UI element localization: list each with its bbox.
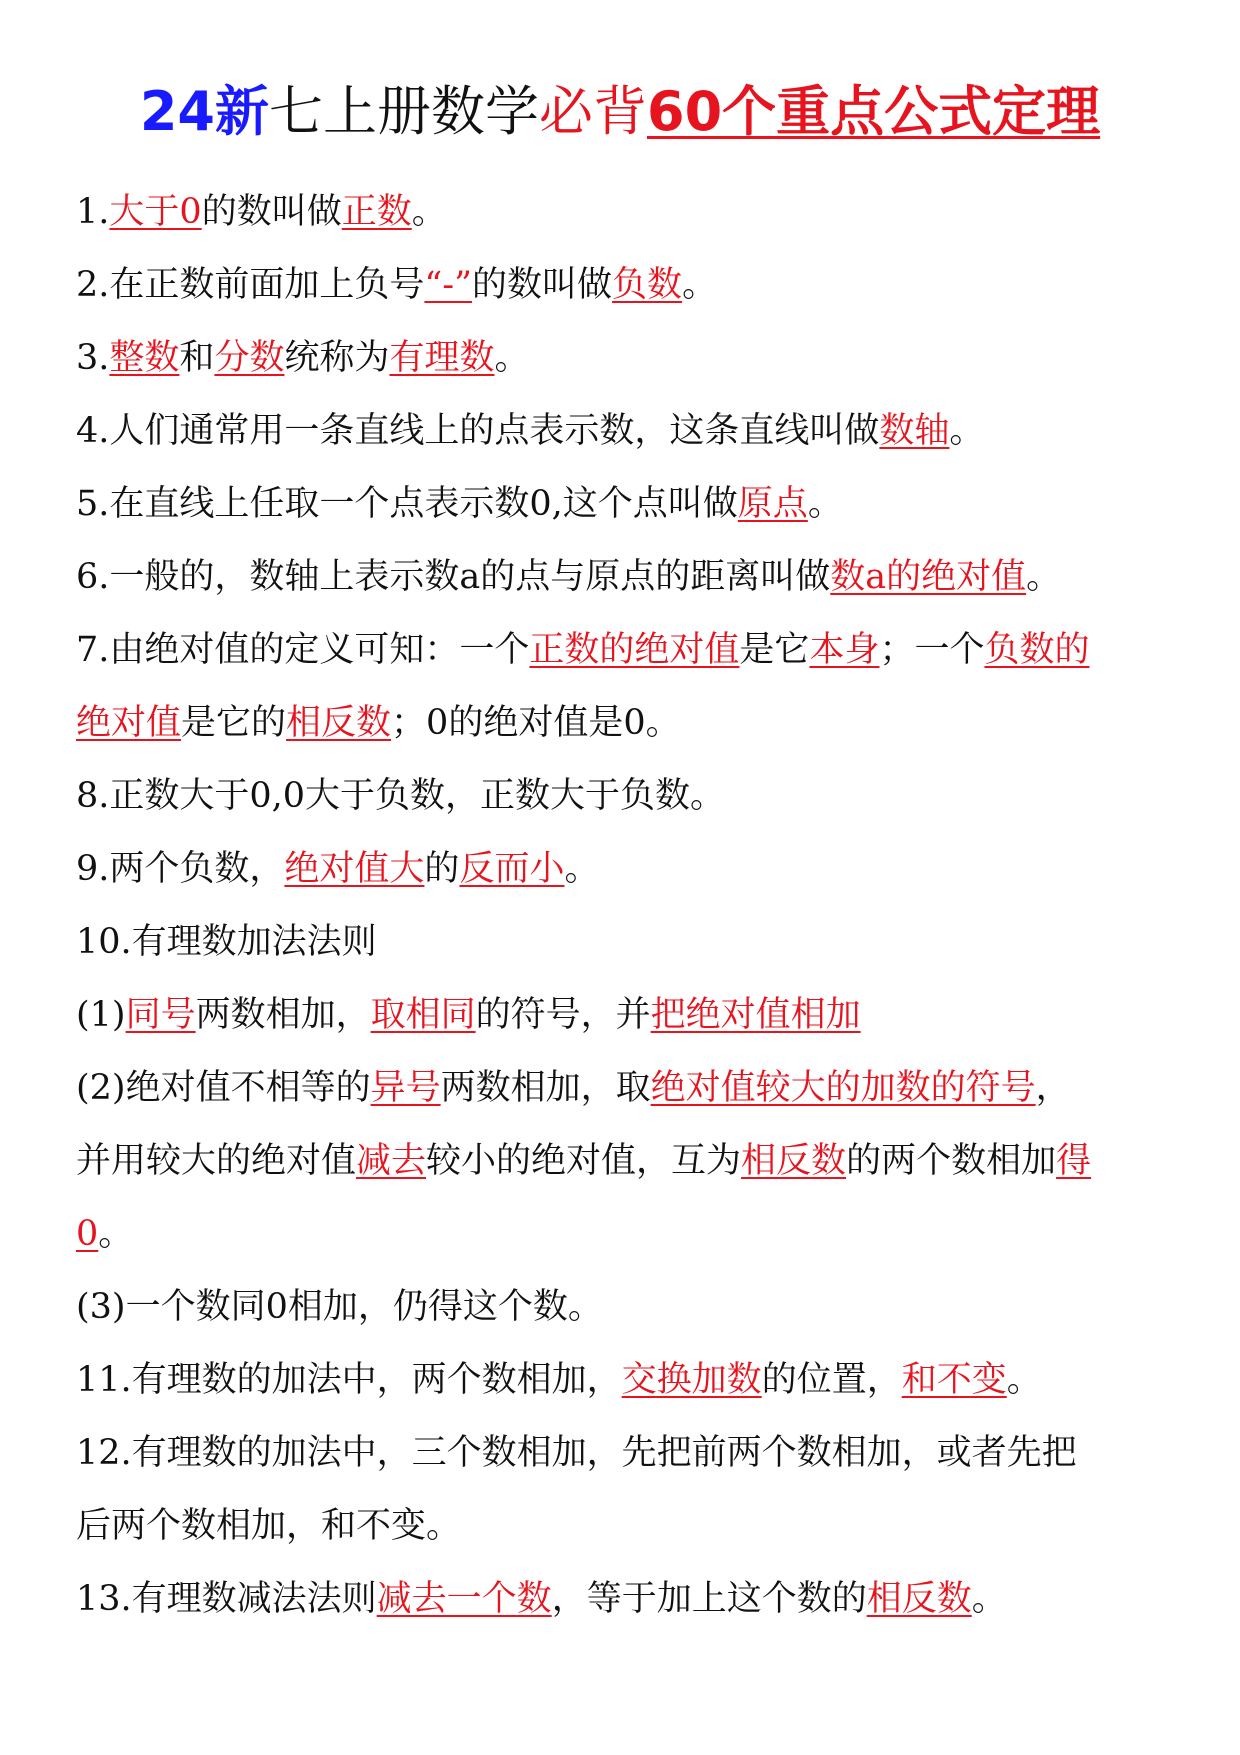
- key-term: 本身: [809, 630, 880, 670]
- line-text: 9.两个负数，: [76, 849, 285, 889]
- line-text: ；0的绝对值是0。: [391, 703, 681, 743]
- line-text: ，等于加上这个数的: [551, 1579, 867, 1619]
- line-text: 后两个数相加，和不变。: [76, 1506, 462, 1546]
- line-text: 的位置，: [761, 1360, 902, 1400]
- line-text: 。: [564, 849, 600, 889]
- line-text: 两数相加，取: [440, 1068, 651, 1108]
- line-text: ；一个: [879, 630, 985, 670]
- page-title: [0, 72, 1240, 152]
- text-line: [76, 322, 1176, 395]
- text-line: [76, 833, 1176, 906]
- line-text: 。: [98, 1214, 134, 1254]
- key-term: 取相同: [370, 995, 476, 1035]
- key-term: 把绝对值相加: [650, 995, 861, 1035]
- text-line: [76, 468, 1176, 541]
- line-text: 两数相加，: [195, 995, 371, 1035]
- line-text: 4.人们通常用一条直线上的点表示数，这条直线叫做: [76, 411, 880, 451]
- key-term: 整数: [109, 338, 180, 378]
- line-text: 的符号，并: [475, 995, 651, 1035]
- key-term: 相反数: [866, 1579, 972, 1619]
- key-term: “-”: [424, 265, 473, 305]
- line-text: 的数叫做: [472, 265, 613, 305]
- line-text: 。: [494, 338, 530, 378]
- key-term: 原点: [737, 484, 808, 524]
- line-text: 8.正数大于0,0大于负数，正数大于负数。: [76, 776, 726, 816]
- key-term: 反而小: [459, 849, 565, 889]
- text-line: [76, 1344, 1176, 1417]
- line-text: 3.: [76, 338, 110, 378]
- text-line: [76, 1125, 1176, 1198]
- line-text: 10.有理数加法法则: [76, 922, 377, 962]
- line-text: 是它的: [181, 703, 287, 743]
- line-text: 。: [807, 484, 843, 524]
- key-term: 负数: [612, 265, 683, 305]
- key-term: 负数的: [984, 630, 1090, 670]
- line-text: 7.由绝对值的定义可知：一个: [76, 630, 530, 670]
- key-term: 有理数: [389, 338, 495, 378]
- formula-list: [76, 176, 1176, 1636]
- key-term: 同号: [125, 995, 196, 1035]
- line-text: 。: [949, 411, 985, 451]
- title-part-4: 60个重点公式定理: [647, 80, 1101, 143]
- key-term: 正数: [341, 192, 412, 232]
- key-term: 和不变: [901, 1360, 1007, 1400]
- text-line: [76, 1271, 1176, 1344]
- key-term: 绝对值大: [284, 849, 425, 889]
- line-text: 。: [1026, 557, 1062, 597]
- key-term: 正数的绝对值: [529, 630, 740, 670]
- text-line: [76, 687, 1176, 760]
- title-part-2: 七上册数学: [269, 80, 539, 143]
- text-line: [76, 1563, 1176, 1636]
- line-text: 和: [179, 338, 215, 378]
- key-term: 分数: [214, 338, 285, 378]
- line-text: 统称为: [284, 338, 390, 378]
- title-part-1: 24新: [139, 80, 269, 143]
- line-text: 是它: [739, 630, 810, 670]
- text-line: [76, 979, 1176, 1052]
- line-text: 。: [1006, 1360, 1042, 1400]
- key-term: 得: [1056, 1141, 1092, 1181]
- line-text: 。: [971, 1579, 1007, 1619]
- line-text: 的数叫做: [201, 192, 342, 232]
- line-text: 的: [424, 849, 460, 889]
- key-term: 相反数: [741, 1141, 847, 1181]
- text-line: [76, 1490, 1176, 1563]
- line-text: (1): [76, 995, 126, 1035]
- text-line: [76, 1417, 1176, 1490]
- line-text: 13.有理数减法法则: [76, 1579, 377, 1619]
- line-text: 12.有理数的加法中，三个数相加，先把前两个数相加，或者先把: [76, 1433, 1077, 1473]
- text-line: [76, 249, 1176, 322]
- key-term: 绝对值较大的加数的符号: [650, 1068, 1036, 1108]
- key-term: 交换加数: [621, 1360, 762, 1400]
- line-text: 11.有理数的加法中，两个数相加，: [76, 1360, 622, 1400]
- text-line: [76, 176, 1176, 249]
- line-text: ，: [1035, 1068, 1071, 1108]
- title-part-3: 必背: [539, 80, 647, 143]
- line-text: 6.一般的，数轴上表示数a的点与原点的距离叫做: [76, 557, 831, 597]
- text-line: [76, 395, 1176, 468]
- line-text: 。: [411, 192, 447, 232]
- text-line: [76, 1198, 1176, 1271]
- line-text: (3)一个数同0相加，仍得这个数。: [76, 1287, 603, 1327]
- key-term: 减去一个数: [376, 1579, 552, 1619]
- key-term: 数a的绝对值: [830, 557, 1027, 597]
- key-term: 异号: [370, 1068, 441, 1108]
- key-term: 相反数: [286, 703, 392, 743]
- key-term: 0: [76, 1214, 99, 1254]
- key-term: 减去: [356, 1141, 427, 1181]
- line-text: 1.: [76, 192, 110, 232]
- line-text: 并用较大的绝对值: [76, 1141, 357, 1181]
- text-line: [76, 1052, 1176, 1125]
- text-line: [76, 541, 1176, 614]
- line-text: 5.在直线上任取一个点表示数0,这个点叫做: [76, 484, 738, 524]
- text-line: [76, 906, 1176, 979]
- key-term: 绝对值: [76, 703, 182, 743]
- line-text: 。: [682, 265, 718, 305]
- line-text: 2.在正数前面加上负号: [76, 265, 425, 305]
- key-term: 大于0: [109, 192, 202, 232]
- line-text: 的两个数相加: [846, 1141, 1057, 1181]
- line-text: 较小的绝对值，互为: [426, 1141, 742, 1181]
- line-text: (2)绝对值不相等的: [76, 1068, 371, 1108]
- text-line: [76, 614, 1176, 687]
- key-term: 数轴: [879, 411, 950, 451]
- text-line: [76, 760, 1176, 833]
